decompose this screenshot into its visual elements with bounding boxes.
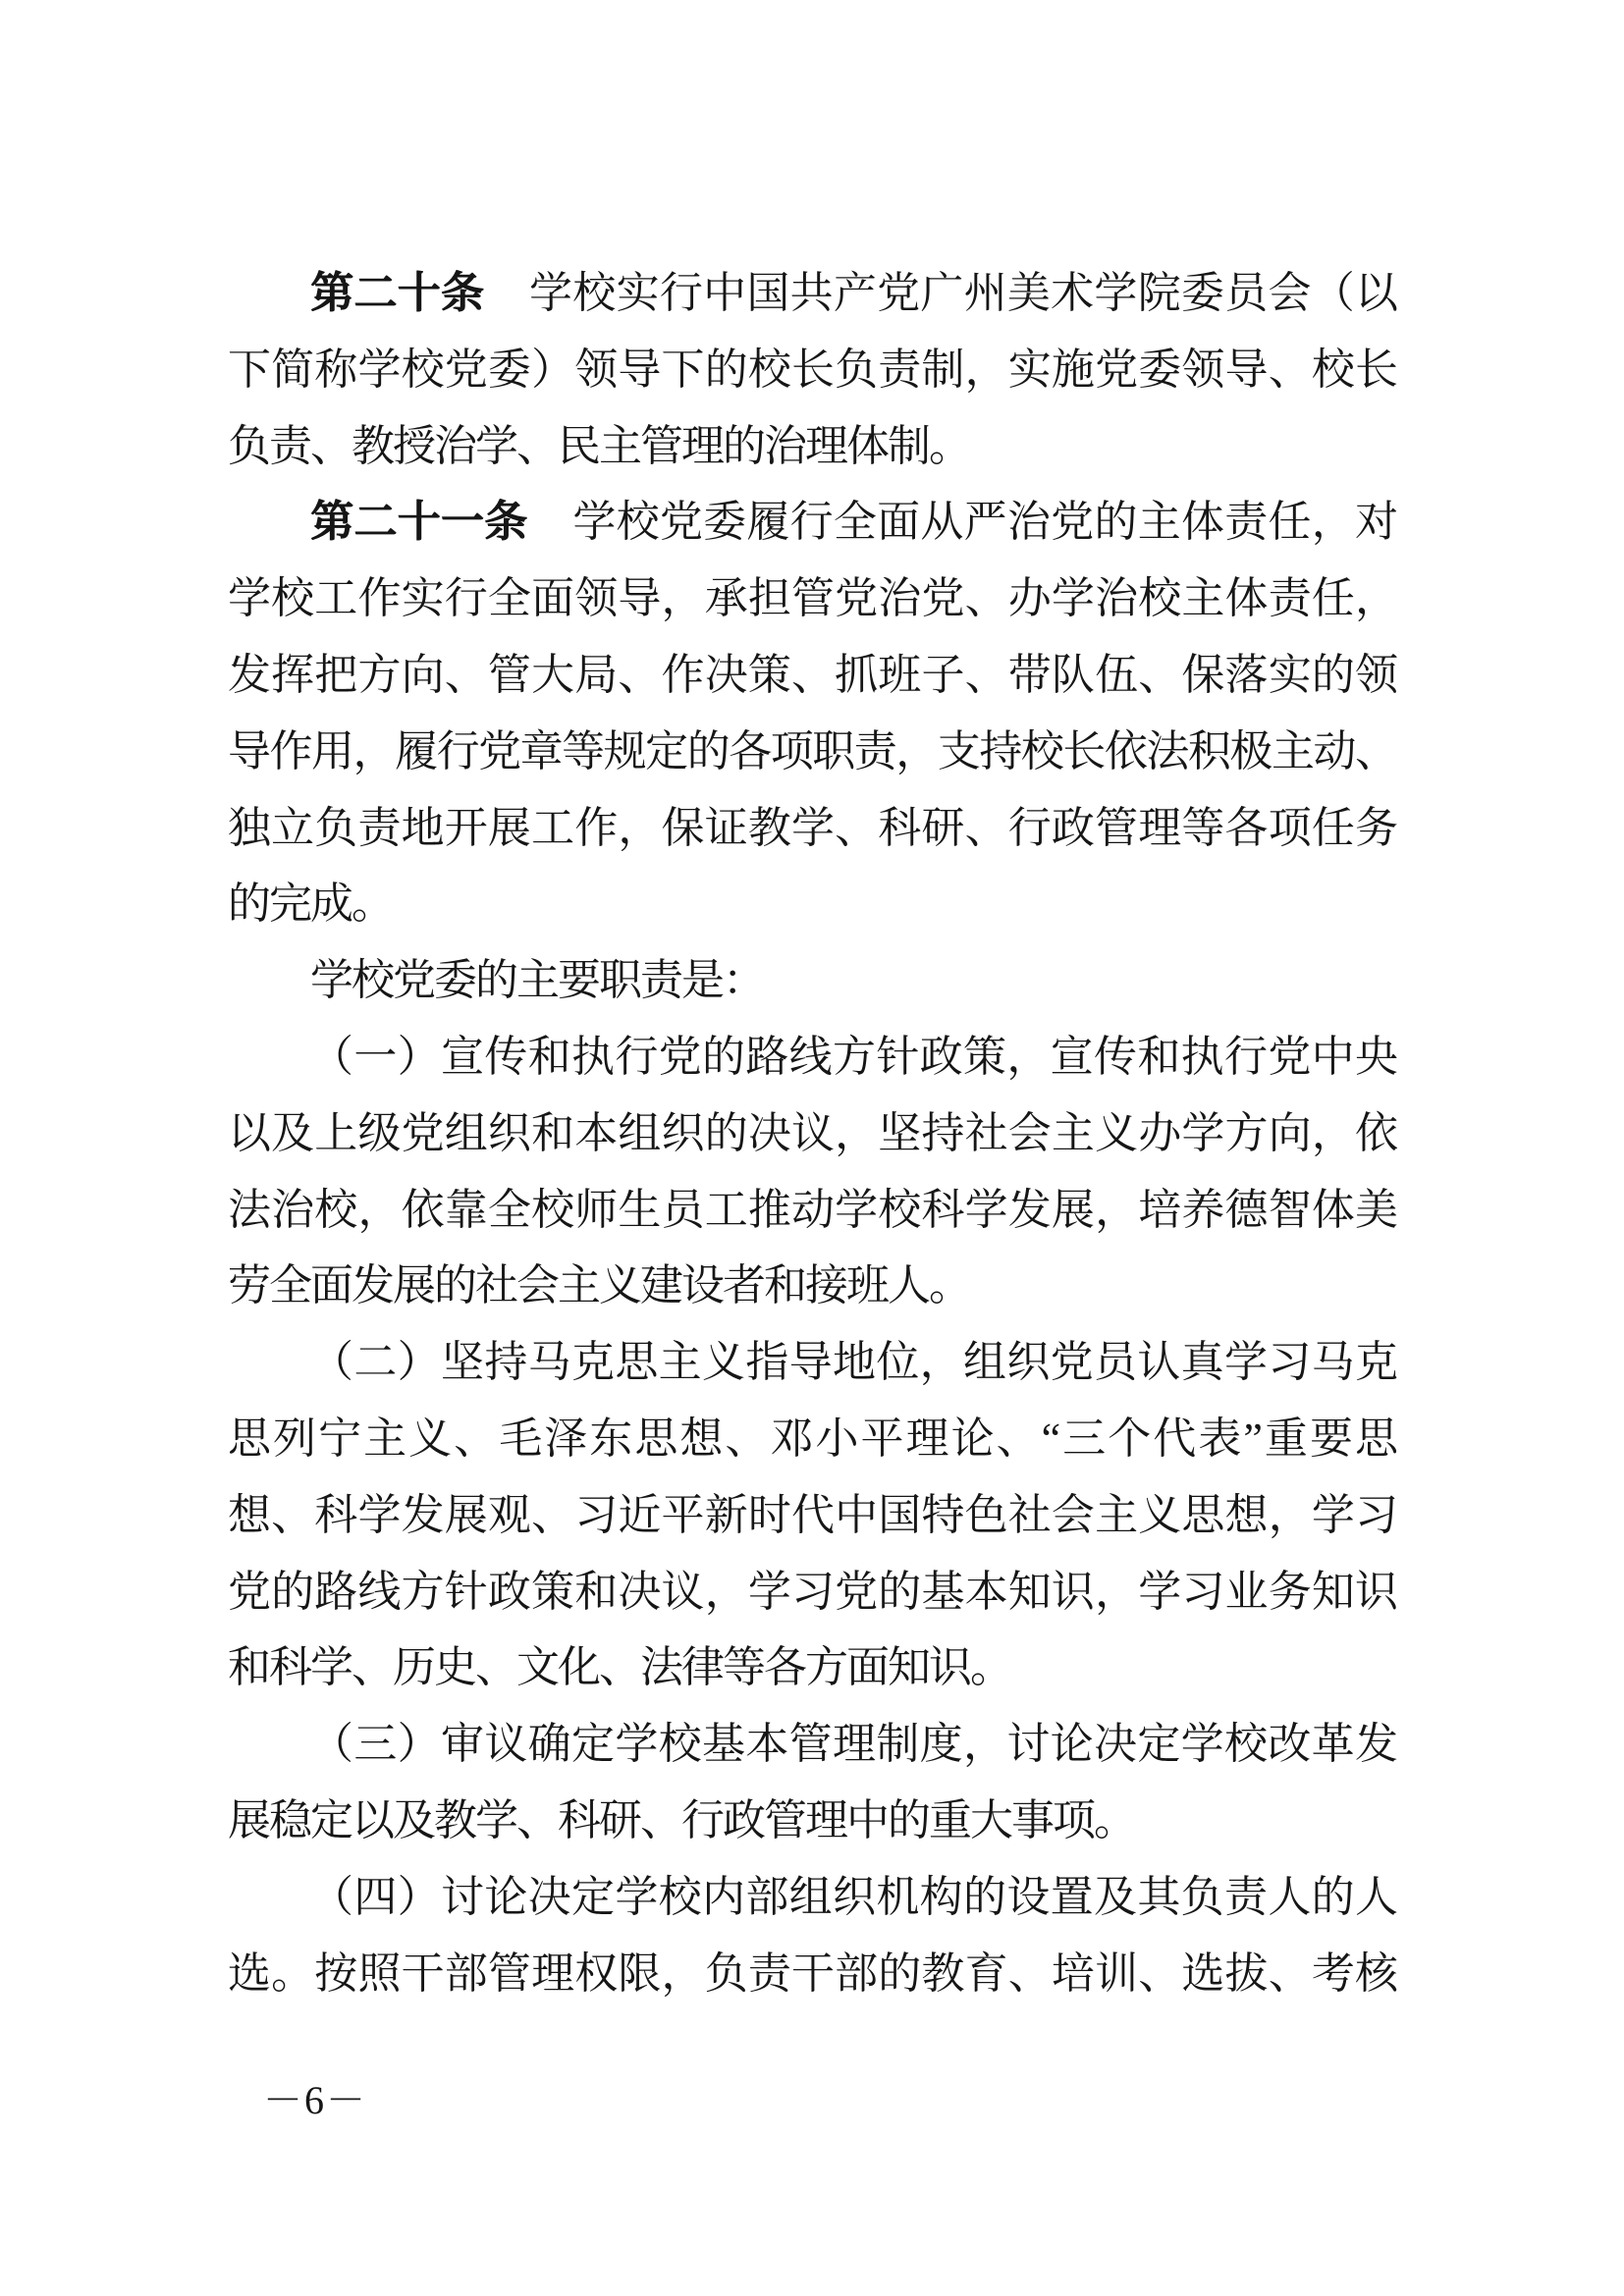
page-number: －6－ [263, 2078, 367, 2122]
body-text: 学校党委履行全面从严治党的主体责任，对 [572, 498, 1397, 547]
body-text: 和科学、历史、文化、法律等各方面知识。 [228, 1643, 1011, 1692]
body-text: 的完成。 [228, 880, 393, 929]
body-text: 下简称学校党委）领导下的校长负责制，实施党委领导、校长 [228, 345, 1396, 394]
body-line [228, 1629, 1396, 1706]
article-21-number: 第二十一条 [310, 498, 528, 547]
body-text: 学校实行中国共产党广州美术学院委员会（以 [529, 269, 1397, 317]
body-line [228, 332, 1396, 408]
body-text: （一）宣传和执行党的路线方针政策，宣传和执行党中央 [310, 1032, 1396, 1081]
body-text: 导作用，履行党章等规定的各项职责，支持校长依法积极主动、 [228, 726, 1396, 775]
article-21-heading-line [228, 484, 1396, 561]
body-text: 想、科学发展观、习近平新时代中国特色社会主义思想，学习 [228, 1490, 1396, 1539]
duty-item-4-line [228, 1859, 1396, 1936]
article-20-number: 第二十条 [310, 269, 485, 317]
body-text: 学校工作实行全面领导，承担管党治党、办学治校主体责任， [228, 574, 1396, 623]
duty-item-2-line [228, 1324, 1396, 1401]
body-line [228, 1401, 1396, 1477]
duties-intro-line [228, 942, 1396, 1019]
body-text: （二）坚持马克思主义指导地位，组织党员认真学习马克 [310, 1338, 1396, 1387]
body-text: 思列宁主义、毛泽东思想、邓小平理论、“三个代表”重要思 [228, 1414, 1396, 1463]
body-line [228, 714, 1396, 790]
body-line [228, 1554, 1396, 1630]
body-line [228, 1095, 1396, 1172]
body-line [228, 1172, 1396, 1249]
body-text: （三）审议确定学校基本管理制度，讨论决定学校改革发 [310, 1720, 1396, 1769]
body-line [228, 637, 1396, 714]
duty-item-3-line [228, 1706, 1396, 1783]
body-text: 以及上级党组织和本组织的决议，坚持社会主义办学方向，依 [228, 1108, 1396, 1157]
body-line [228, 790, 1396, 867]
body-text: （四）讨论决定学校内部组织机构的设置及其负责人的人 [310, 1872, 1396, 1921]
body-line [228, 1248, 1396, 1324]
body-line [228, 1783, 1396, 1859]
body-text: 发挥把方向、管大局、作决策、抓班子、带队伍、保落实的领 [228, 650, 1396, 699]
body-text: 党的路线方针政策和决议，学习党的基本知识，学习业务知识 [228, 1567, 1396, 1616]
body-text: 选。按照干部管理权限，负责干部的教育、培训、选拔、考核 [228, 1949, 1396, 1998]
body-line [228, 1936, 1396, 2012]
body-text: 独立负责地开展工作，保证教学、科研、行政管理等各项任务 [228, 803, 1396, 852]
body-line [228, 866, 1396, 942]
body-text: 负责、教授治学、民主管理的治理体制。 [228, 421, 970, 470]
body-text: 劳全面发展的社会主义建设者和接班人。 [228, 1261, 970, 1310]
document-body [228, 255, 1396, 2011]
body-text: 学校党委的主要职责是： [310, 956, 764, 1005]
article-20-heading-line [228, 255, 1396, 332]
duty-item-1-line [228, 1019, 1396, 1095]
body-text: 展稳定以及教学、科研、行政管理中的重大事项。 [228, 1795, 1135, 1844]
body-text: 法治校，依靠全校师生员工推动学校科学发展，培养德智体美 [228, 1185, 1396, 1234]
body-line [228, 408, 1396, 485]
body-line [228, 1477, 1396, 1554]
body-line [228, 561, 1396, 637]
